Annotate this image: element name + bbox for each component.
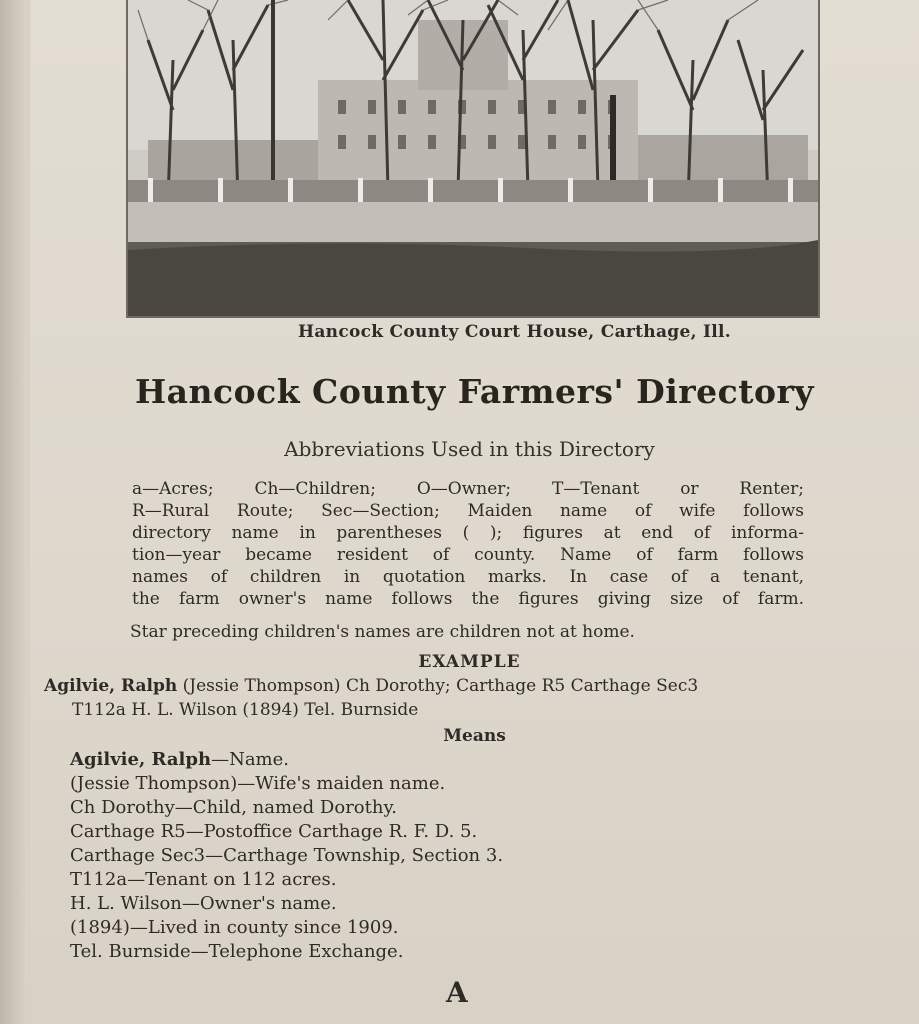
means-list — [70, 748, 770, 964]
abbreviations-line: tion—year became resident of county. Name of farm follows — [132, 545, 804, 565]
abbreviations-line: a—Acres; Ch—Children; O—Owner; T—Tenant or Renter; — [132, 479, 804, 499]
means-meaning: —Owner's name. — [181, 893, 337, 914]
means-item — [70, 892, 770, 916]
page-title: Hancock County Farmers' Directory — [134, 372, 815, 411]
abbreviations-heading: Abbreviations Used in this Directory — [284, 437, 655, 461]
means-meaning: —Carthage Township, Section 3. — [205, 845, 504, 866]
court-house-illustration — [128, 0, 818, 318]
section-letter: A — [446, 976, 468, 1009]
means-heading: Means — [443, 726, 506, 746]
means-meaning: —Telephone Exchange. — [190, 941, 404, 962]
abbreviations-line: R—Rural Route; Sec—Section; Maiden name of wife follows — [132, 501, 804, 521]
court-house-photo — [126, 0, 820, 318]
means-term: Carthage Sec3 — [70, 845, 206, 866]
means-item — [70, 868, 770, 892]
photo-caption: Hancock County Court House, Carthage, Ill. — [297, 322, 731, 342]
means-item — [70, 772, 770, 796]
means-term: (1894) — [70, 917, 130, 938]
means-meaning: —Lived in county since 1909. — [129, 917, 399, 938]
means-meaning: —Name. — [211, 749, 289, 770]
means-term: (Jessie Thompson) — [70, 773, 238, 794]
means-item — [70, 844, 770, 868]
example-line1: (Jessie Thompson) Ch Dorothy; Carthage R5 Carthage Sec3 — [177, 676, 699, 696]
means-term: Carthage R5 — [70, 821, 186, 842]
means-term: Agilvie, Ralph — [70, 749, 212, 770]
means-meaning: —Tenant on 112 acres. — [127, 869, 337, 890]
means-term: Ch Dorothy — [70, 797, 175, 818]
example-name: Agilvie, Ralph — [44, 676, 178, 696]
means-item — [70, 940, 770, 964]
means-item — [70, 820, 770, 844]
means-term: Tel. Burnside — [70, 941, 191, 962]
means-term: T112a — [70, 869, 128, 890]
means-item — [70, 748, 770, 772]
example-line2: T112a H. L. Wilson (1894) Tel. Burnside — [72, 700, 419, 720]
means-term: H. L. Wilson — [70, 893, 182, 914]
means-meaning: —Child, named Dorothy. — [174, 797, 397, 818]
abbreviations-paragraph — [132, 478, 804, 610]
abbreviations-line: the farm owner's name follows the figures giving size of farm. — [132, 589, 804, 609]
example-heading: EXAMPLE — [418, 652, 521, 672]
star-note: Star preceding children's names are children not at home. — [130, 622, 635, 642]
means-meaning: —Wife's maiden name. — [237, 773, 446, 794]
abbreviations-line: directory name in parentheses ( ); figures at end of informa- — [132, 523, 804, 543]
means-item — [70, 796, 770, 820]
means-meaning: —Postoffice Carthage R. F. D. 5. — [185, 821, 478, 842]
means-item — [70, 916, 770, 940]
example-entry — [44, 674, 904, 722]
abbreviations-line: names of children in quotation marks. In case of a tenant, — [132, 567, 804, 587]
